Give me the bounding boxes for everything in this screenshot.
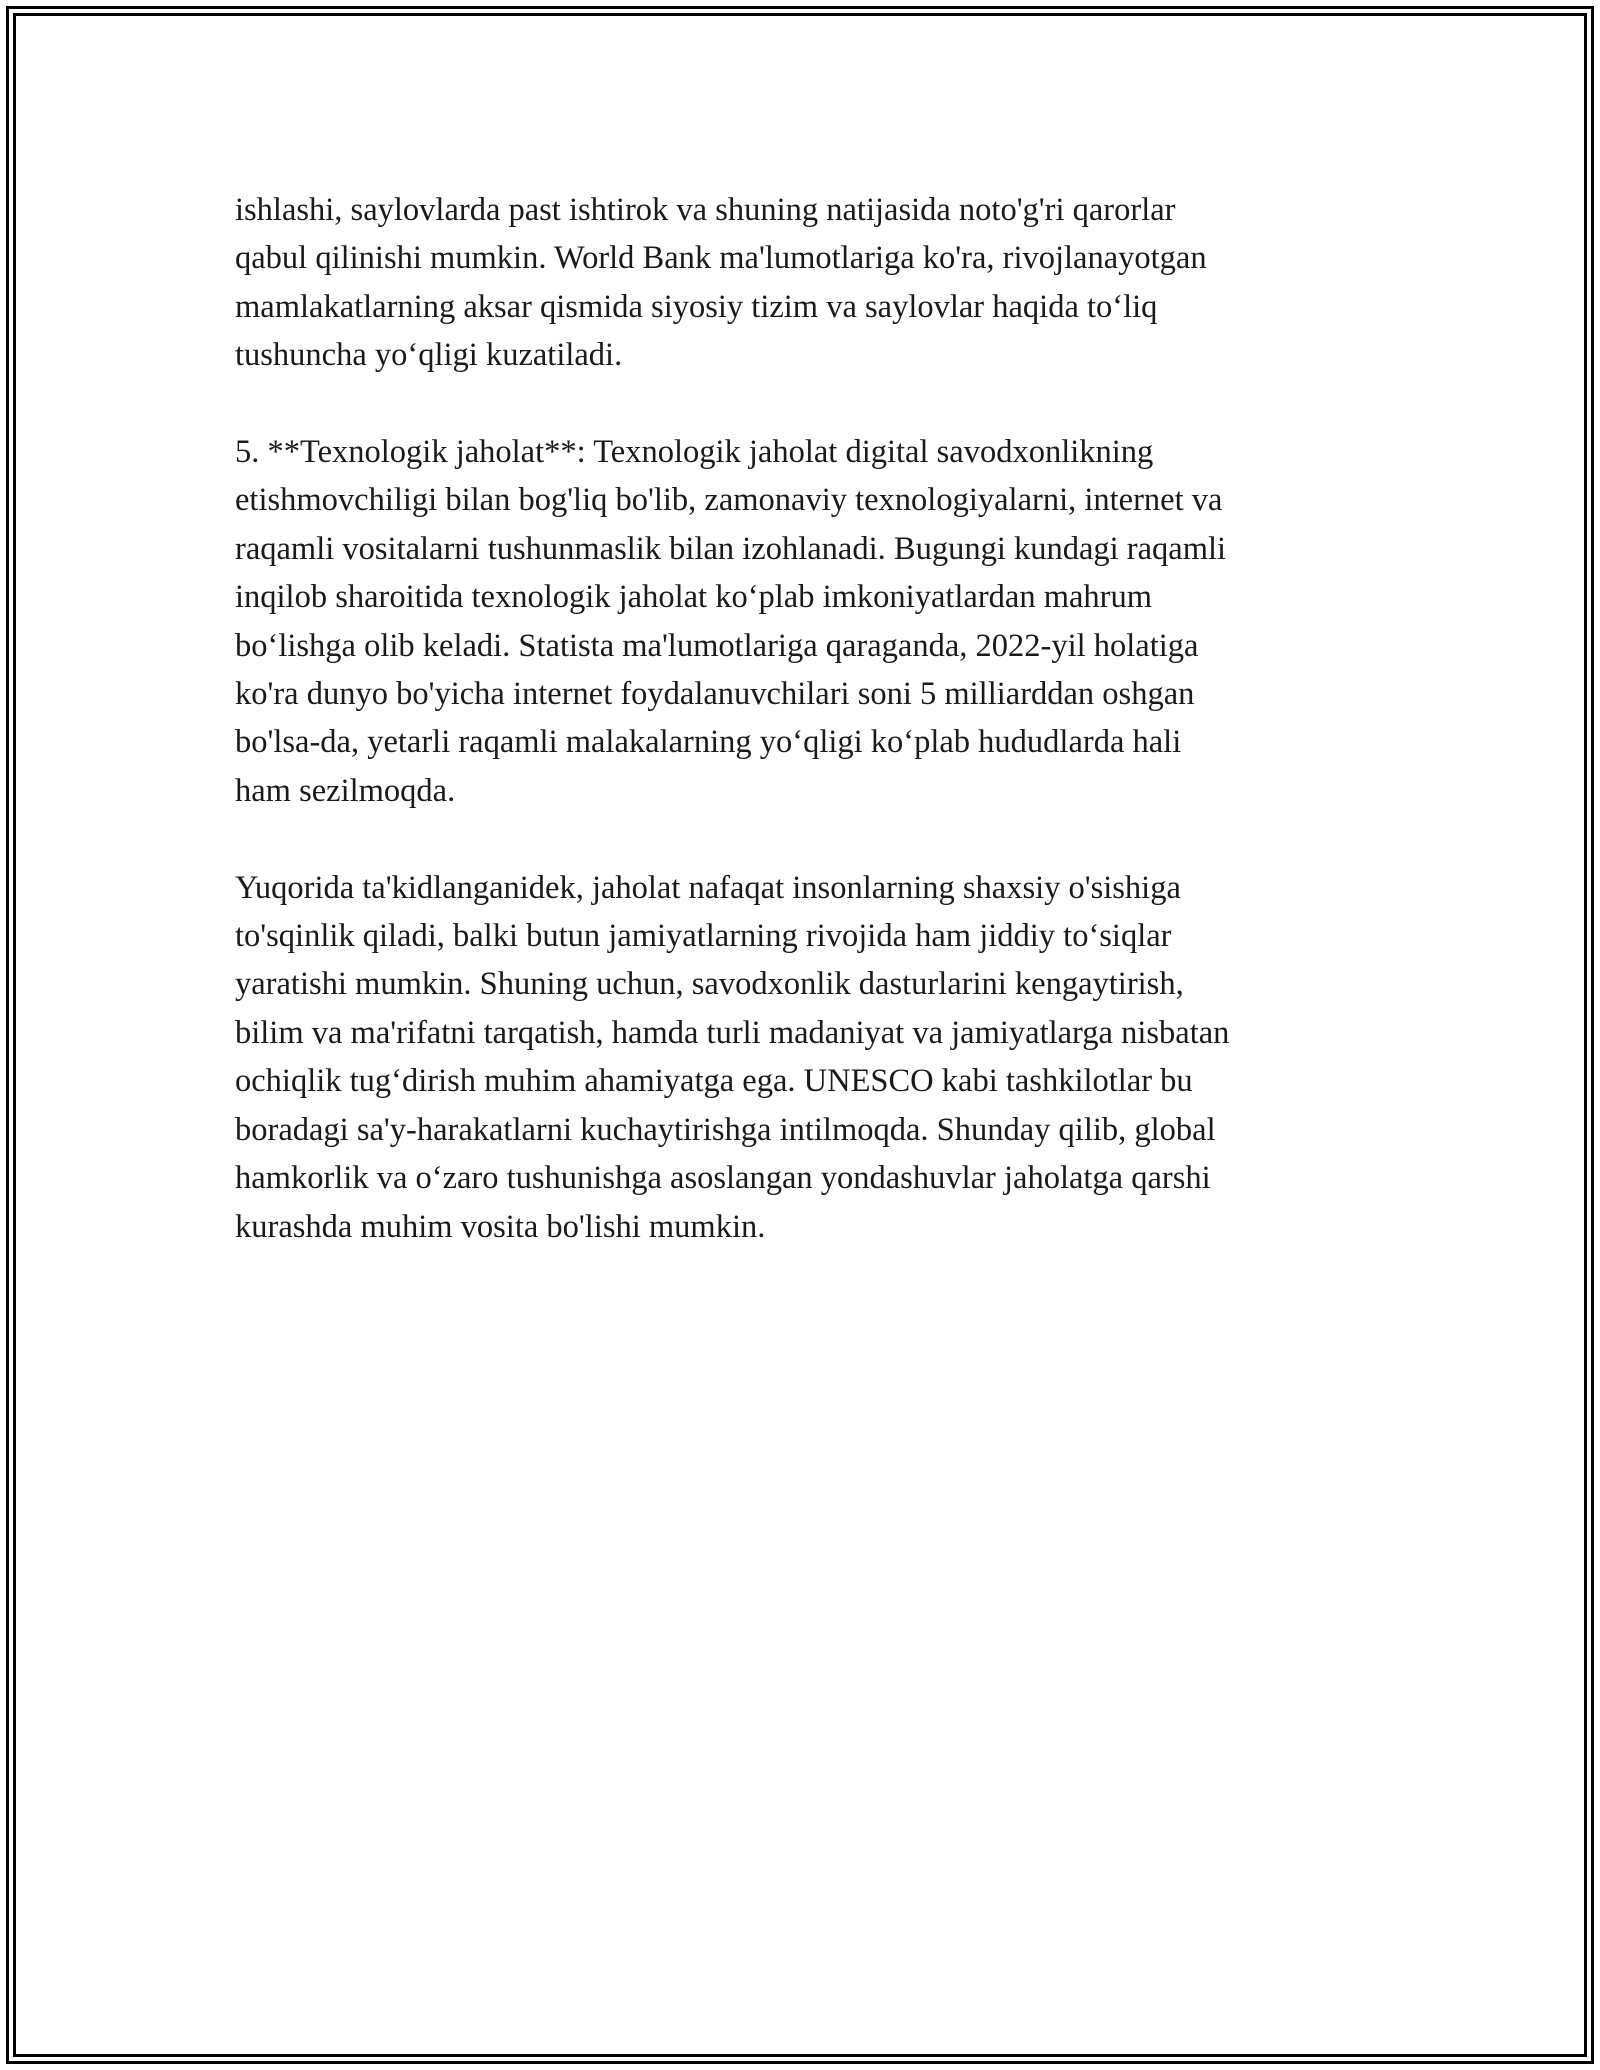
text-line: boradagi sa'y-harakatlarni kuchaytirishga intilmoqda. Shunday qilib, global (235, 1111, 1216, 1148)
text-line: ham sezilmoqda. (235, 772, 456, 809)
text-line: inqilob sharoitida texnologik jaholat ko‘plab imkoniyatlardan mahrum (235, 579, 1153, 616)
text-line: bo‘lishga olib keladi. Statista ma'lumotlariga qaraganda, 2022-yil holatiga (235, 627, 1199, 664)
text-line: hamkorlik va o‘zaro tushunishga asoslangan yondashuvlar jaholatga qarshi (235, 1160, 1211, 1197)
text-line: Yuqorida ta'kidlanganidek, jaholat nafaqat insonlarning shaxsiy o'sishiga (235, 869, 1181, 906)
text-line: bo'lsa-da, yetarli raqamli malakalarning yo‘qligi ko‘plab hududlarda hali (235, 724, 1182, 761)
text-line: ko'ra dunyo bo'yicha internet foydalanuvchilari soni 5 milliarddan oshgan (235, 676, 1195, 713)
text-line: kurashda muhim vosita bo'lishi mumkin. (235, 1208, 766, 1245)
text-line: to'sqinlik qiladi, balki butun jamiyatlarning rivojida ham jiddiy to‘siqlar (235, 918, 1172, 955)
text-line: tushuncha yo‘qligi kuzatiladi. (235, 337, 623, 374)
paragraph-technological-ignorance (235, 428, 1385, 815)
text-line: etishmovchiligi bilan bog'liq bo'lib, zamonaviy texnologiyalarni, internet va (235, 482, 1223, 519)
paragraph-conclusion (235, 864, 1385, 1251)
text-line: 5. **Texnologik jaholat**: Texnologik jaholat digital savodxonlikning (235, 434, 1154, 471)
text-line: bilim va ma'rifatni tarqatish, hamda turli madaniyat va jamiyatlarga nisbatan (235, 1014, 1230, 1051)
text-line: ochiqlik tug‘dirish muhim ahamiyatga ega. UNESCO kabi tashkilotlar bu (235, 1063, 1193, 1100)
text-line: ishlashi, saylovlarda past ishtirok va shuning natijasida noto'g'ri qarorlar (235, 192, 1176, 228)
text-line: yaratishi mumkin. Shuning uchun, savodxonlik dasturlarini kengaytirish, (235, 966, 1184, 1003)
text-line: mamlakatlarning aksar qismida siyosiy tizim va saylovlar haqida to‘liq (235, 288, 1158, 325)
document-body (235, 186, 1385, 1299)
text-line: qabul qilinishi mumkin. World Bank ma'lumotlariga ko'ra, rivojlanayotgan (235, 240, 1207, 277)
paragraph-political-ignorance-continued (235, 186, 1385, 380)
text-line: raqamli vositalarni tushunmaslik bilan izohlanadi. Bugungi kundagi raqamli (235, 530, 1227, 567)
